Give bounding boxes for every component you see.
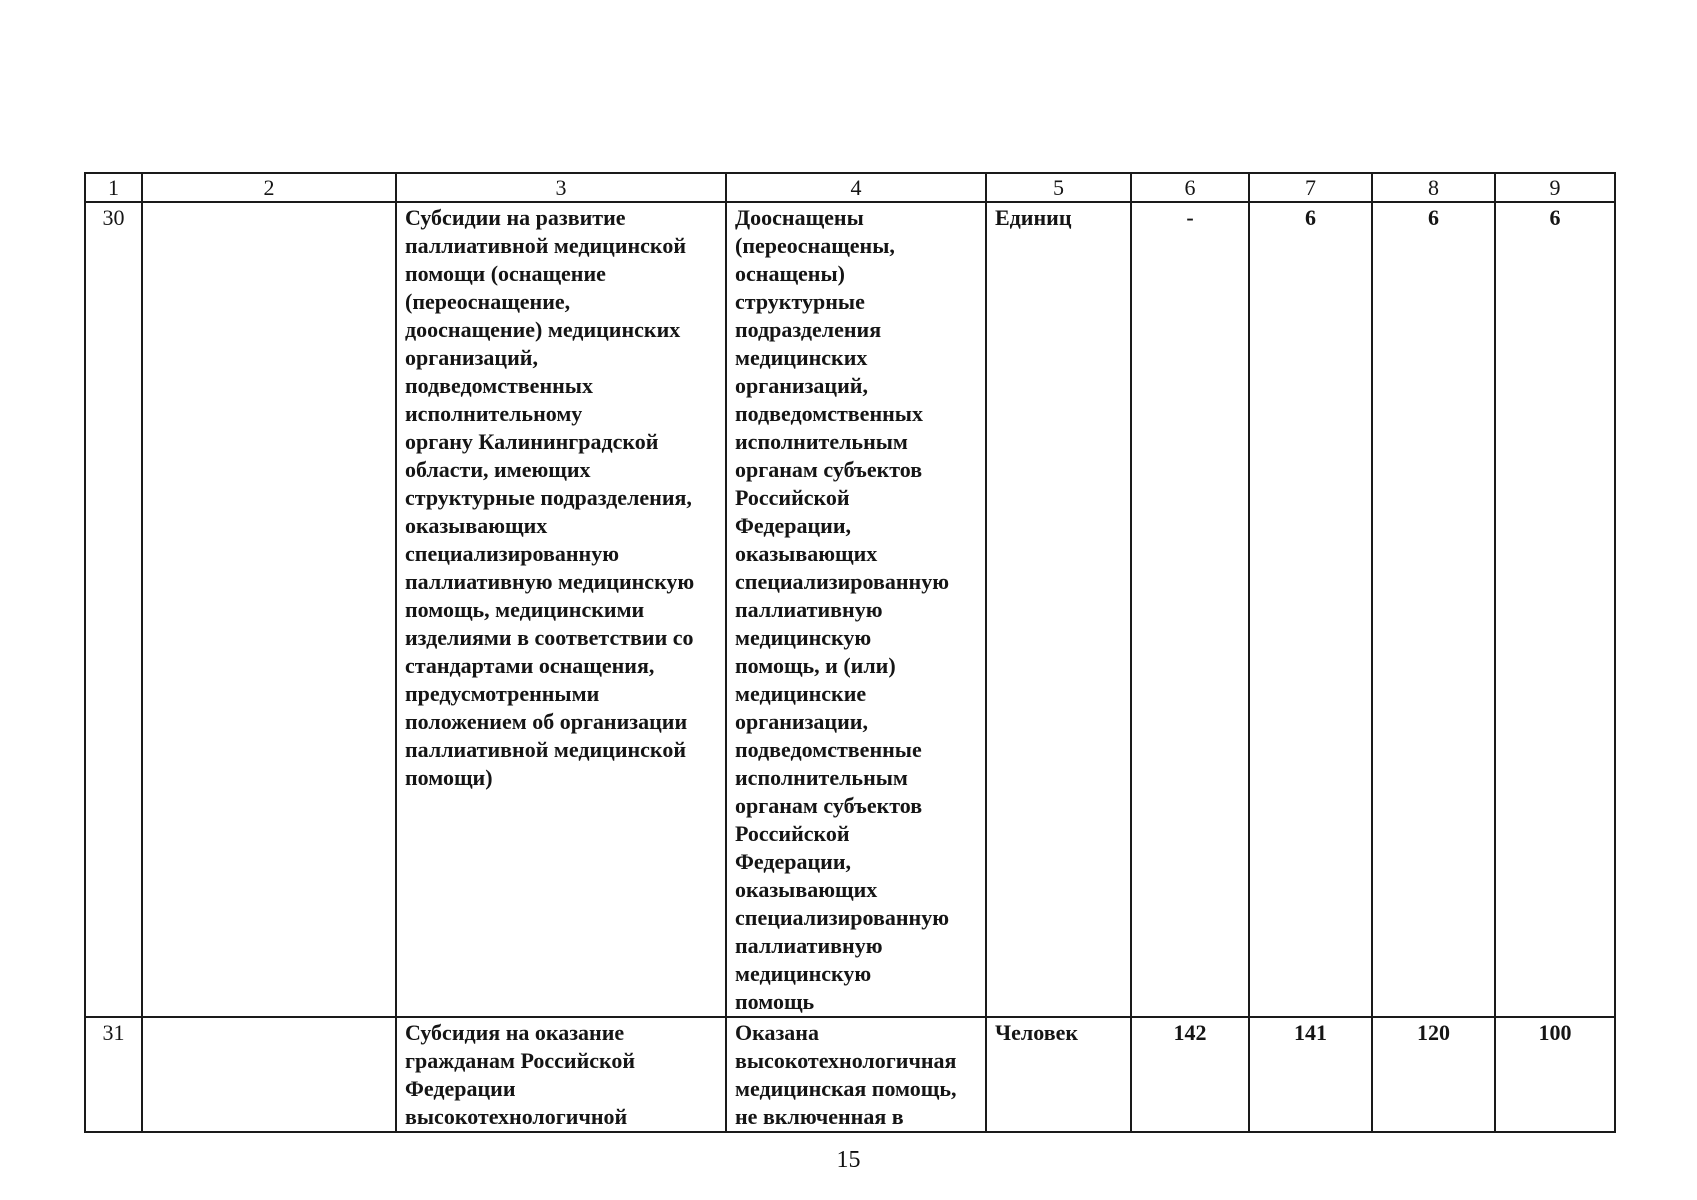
header-cell-8: 8 [1372, 173, 1495, 202]
row-number: 31 [85, 1017, 142, 1132]
header-cell-3: 3 [396, 173, 726, 202]
row-number: 30 [85, 202, 142, 1017]
row-value-col6: 142 [1131, 1017, 1249, 1132]
row-value-col9: 100 [1495, 1017, 1615, 1132]
row-value-col7: 6 [1249, 202, 1372, 1017]
header-cell-7: 7 [1249, 173, 1372, 202]
table-row [85, 1017, 1615, 1132]
row-value-col7: 141 [1249, 1017, 1372, 1132]
row-unit: Единиц [986, 202, 1131, 1017]
row-value-col8: 120 [1372, 1017, 1495, 1132]
row-result-description: Оказана высокотехнологичная медицинская помощь, не включенная в [726, 1017, 986, 1132]
row-value-col8: 6 [1372, 202, 1495, 1017]
row-value-col9: 6 [1495, 202, 1615, 1017]
header-cell-2: 2 [142, 173, 396, 202]
header-cell-6: 6 [1131, 173, 1249, 202]
column-number-row [85, 173, 1615, 202]
row-unit: Человек [986, 1017, 1131, 1132]
indicators-table [84, 172, 1616, 1133]
document-sheet [84, 172, 1614, 1133]
header-cell-1: 1 [85, 173, 142, 202]
row-subsidy-name: Субсидии на развитие паллиативной медицинской помощи (оснащение (переоснащение, дооснащение) медицинских организаций, подведомственных исполнительному органу Калининградской области, имеющих структурные подразделения, оказывающих специализированную паллиативную медицинскую помощь, медицинскими изделиями в соответствии со стандартами оснащения, предусмотренными положением об организации паллиативной медицинской помощи) [396, 202, 726, 1017]
row-col2 [142, 202, 396, 1017]
header-cell-4: 4 [726, 173, 986, 202]
row-subsidy-name: Субсидия на оказание гражданам Российской Федерации высокотехнологичной [396, 1017, 726, 1132]
row-col2 [142, 1017, 396, 1132]
header-cell-5: 5 [986, 173, 1131, 202]
table-row [85, 202, 1615, 1017]
page-number: 15 [836, 1147, 861, 1173]
row-value-col6: - [1131, 202, 1249, 1017]
row-result-description: Дооснащены (переоснащены, оснащены) структурные подразделения медицинских организаций, подведомственных исполнительным органам субъектов Российской Федерации, оказывающих специализированную паллиативную медицинскую помощь, и (или) медицинские организации, подведомственные исполнительным органам субъектов Российской Федерации, оказывающих специализированную паллиативную медицинскую помощь [726, 202, 986, 1017]
header-cell-9: 9 [1495, 173, 1615, 202]
